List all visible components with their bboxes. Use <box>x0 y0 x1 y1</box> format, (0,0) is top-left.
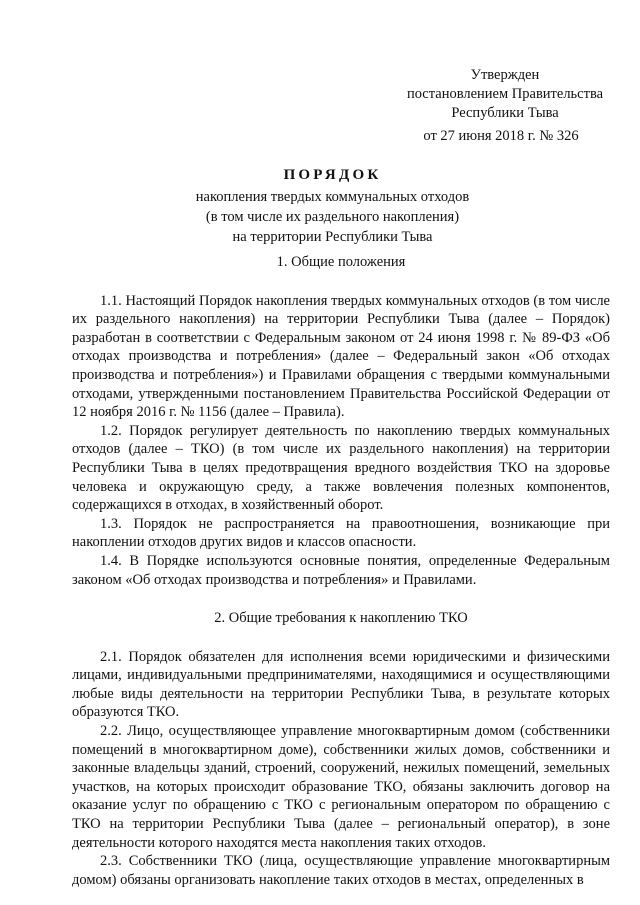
approval-stamp <box>400 66 610 144</box>
document-title: ПОРЯДОК <box>283 167 382 183</box>
approval-line-republic: Республики Тыва <box>451 105 559 121</box>
paragraph-1-3: 1.3. Порядок не распространяется на правоотношения, возникающие при накоплении отходов других видов и классов опасности. <box>72 515 610 551</box>
document-subtitle-line-3: на территории Республики Тыва <box>232 229 433 245</box>
document-subtitle-line-1: накопления твердых коммунальных отходов <box>195 189 470 205</box>
section-heading-requirements: 2. Общие требования к накоплению ТКО <box>214 610 468 627</box>
document-body <box>72 253 610 889</box>
paragraph-2-1: 2.1. Порядок обязателен для исполнения всеми юридическими и физическими лицами, индивидуальными предпринимателями, находящимися и осуществляющими любые виды деятельности на территории Республики Тыва, в результате которых образуются ТКО. <box>72 648 610 721</box>
approval-line-approved: Утвержден <box>470 67 540 83</box>
document-subtitle-line-2: (в том числе их раздельного накопления) <box>205 209 460 225</box>
paragraph-1-1: 1.1. Настоящий Порядок накопления твердых коммунальных отходов (в том числе их раздельного накопления) на территории Республики Тыва (далее – Порядок) разработан в соответствии с Федеральным законом от 24 июня 1998 г. № 89-ФЗ «Об отходах производства и потребления» (далее – Федеральный закон «Об отходах производства и потребления») и Правилами обращения с твердыми коммунальными отходами, утвержденными постановлением Правительства Российской Федерации от 12 ноября 2016 г. № 1156 (далее – Правила). <box>72 292 610 421</box>
approval-line-decree: постановлением Правительства <box>406 86 604 102</box>
paragraph-2-2: 2.2. Лицо, осуществляющее управление многоквартирным домом (собственники помещений в многоквартирном доме), собственники жилых домов, собственники и законные владельцы зданий, строений, сооружений, нежилых помещений, земельных участков, на которых происходит образование ТКО, обязаны заключить договор на оказание услуг по обращению с ТКО с региональным оператором по обращению с ТКО на территории Республики Тыва (далее – региональный оператор), в зоне деятельности которого находятся места накопления таких отходов. <box>72 723 610 851</box>
document-title-block <box>60 165 605 247</box>
paragraph-2-3: 2.3. Собственники ТКО (лица, осуществляющие управление многоквартирным домом) обязаны организовать накопление таких отходов в местах, определенных в <box>72 853 610 888</box>
section-heading-general: 1. Общие положения <box>276 254 406 270</box>
paragraph-1-4: 1.4. В Порядке используются основные понятия, определенные Федеральным законом «Об отходах производства и потребления» и Правилами. <box>72 552 610 588</box>
approval-date: от 27 июня 2018 г. № 326 <box>423 128 579 144</box>
paragraph-1-2: 1.2. Порядок регулирует деятельность по накоплению твердых коммунальных отходов (далее – ТКО) (в том числе их раздельного накопления) на территории Республики Тыва в целях предотвращения вредного воздействия ТКО на здоровье человека и окружающую среду, а также вовлечения полезных компонентов, содержащихся в отходах, в хозяйственный оборот. <box>72 422 610 514</box>
